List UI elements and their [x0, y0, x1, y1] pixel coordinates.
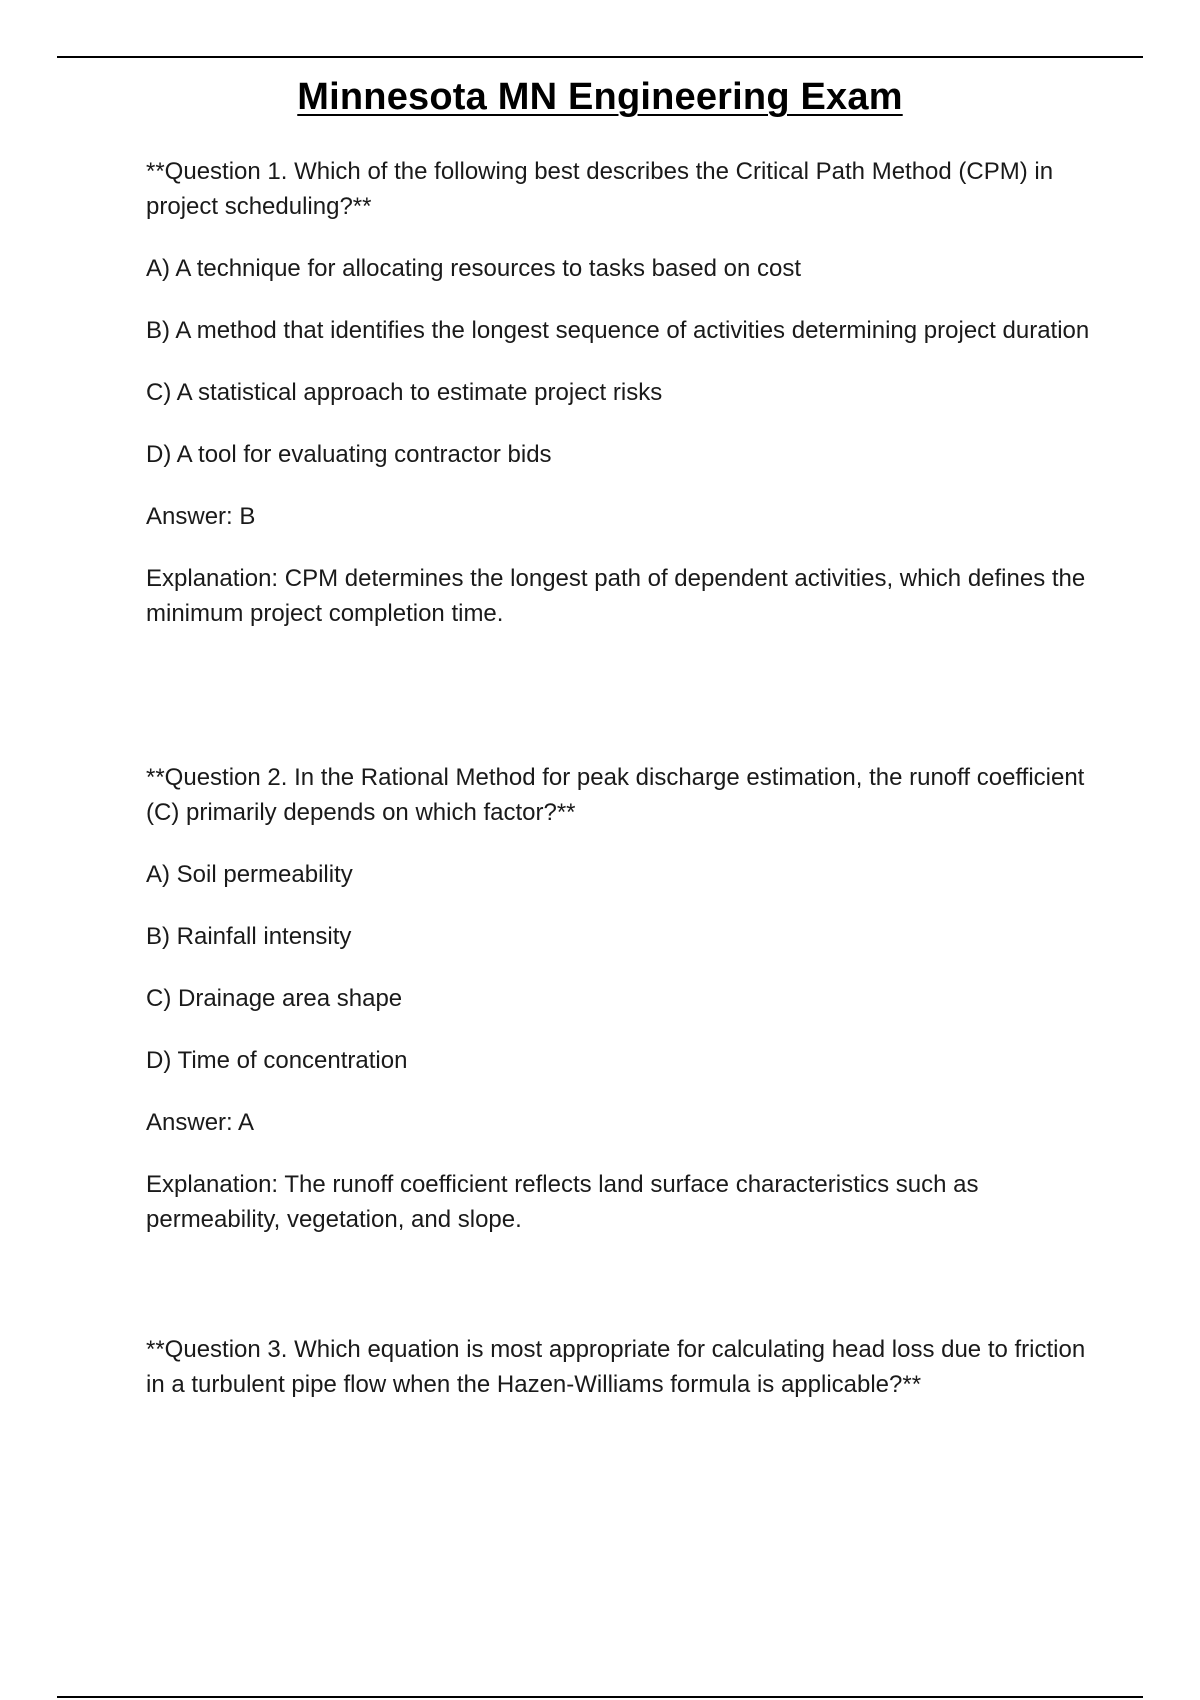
question-prompt: **Question 3. Which equation is most appropriate for calculating head loss due to friction in a turbulent pipe flow when the Hazen-Williams formula is applicable?**	[146, 1336, 1086, 1398]
question-block-1	[146, 154, 1106, 658]
answer-option-b: B) A method that identifies the longest sequence of activities determining project duration	[146, 317, 1090, 344]
answer-explanation: Explanation: The runoff coefficient reflects land surface characteristics such as permeability, vegetation, and slope.	[146, 1171, 979, 1233]
answer-option-d: D) Time of concentration	[146, 1047, 408, 1074]
answer-key: Answer: A	[146, 1109, 255, 1136]
top-rule	[57, 56, 1143, 58]
question-block-2	[146, 760, 1106, 1264]
question-prompt: **Question 1. Which of the following best describes the Critical Path Method (CPM) in project scheduling?**	[146, 158, 1054, 220]
answer-option-a: A) Soil permeability	[146, 861, 353, 888]
answer-option-c: C) A statistical approach to estimate project risks	[146, 379, 663, 406]
answer-key: Answer: B	[146, 503, 256, 530]
answer-option-c: C) Drainage area shape	[146, 985, 403, 1012]
question-block-3	[146, 1332, 1106, 1429]
question-prompt: **Question 2. In the Rational Method for peak discharge estimation, the runoff coefficient (C) primarily depends on which factor?**	[146, 764, 1085, 826]
answer-option-b: B) Rainfall intensity	[146, 923, 352, 950]
page-title: Minnesota MN Engineering Exam	[297, 76, 903, 118]
bottom-rule	[57, 1696, 1143, 1698]
answer-explanation: Explanation: CPM determines the longest path of dependent activities, which defines the minimum project completion time.	[146, 565, 1086, 627]
answer-option-a: A) A technique for allocating resources to tasks based on cost	[146, 255, 802, 282]
answer-option-d: D) A tool for evaluating contractor bids	[146, 441, 552, 468]
